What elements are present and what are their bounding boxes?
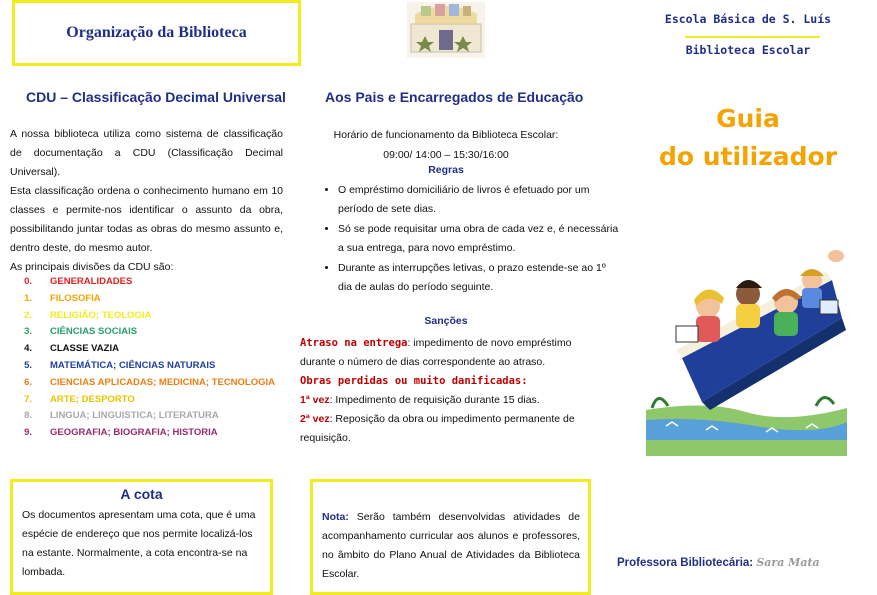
cdu-heading: CDU – Classificação Decimal Universal — [26, 89, 286, 105]
hours-value: 09:00/ 14:00 – 15:30/16:00 — [383, 149, 509, 161]
second-time-text: : Reposição da obra ou impedimento permanente de requisição. — [300, 413, 575, 444]
cota-text: Os documentos apresentam uma cota, que é uma espécie de endereço que nos permite localizá-los na estante. Normalmente, a cota encontra-se na lombada. — [22, 509, 256, 578]
school-emblem-image — [405, 0, 487, 60]
note-text — [322, 508, 580, 584]
rules-title: Regras — [428, 164, 464, 176]
cota-box — [10, 479, 273, 595]
cdu-division-item — [10, 274, 300, 291]
library-name: Biblioteca Escolar — [685, 43, 811, 57]
cota-title: A cota — [120, 486, 163, 502]
sanctions-text — [300, 334, 592, 448]
note-box — [310, 479, 591, 595]
cdu-para-1: A nossa biblioteca utiliza como sistema de classificação de documentação a CDU (Classificação Decimal Universal). — [10, 128, 283, 178]
cdu-division-number: 1. — [24, 292, 32, 304]
lost-title: Obras perdidas ou muito danificadas: — [300, 375, 528, 387]
cdu-division-item — [10, 291, 300, 308]
cdu-para-3: As principais divisões da CDU são: — [10, 261, 174, 273]
cdu-division-number: 7. — [24, 393, 32, 405]
cdu-divisions-list — [10, 274, 300, 442]
org-title-box — [12, 0, 301, 66]
cdu-division-number: 8. — [24, 410, 32, 422]
cdu-division-number: 4. — [24, 343, 32, 355]
header-divider — [685, 36, 820, 38]
atraso-label: Atraso na entrega — [300, 337, 408, 349]
rule-item: • O empréstimo domiciliário de livros é efetuado por um período de sete dias. — [338, 181, 622, 219]
cdu-division-label: MATEMÁTICA; CIÊNCIAS NATURAIS — [50, 359, 216, 371]
rule-item: • Só se pode requisitar uma obra de cada vez e, é necessária a sua entrega, para novo empréstimo. — [338, 220, 622, 258]
first-time-text: : Impedimento de requisição durante 15 dias. — [329, 394, 540, 406]
sanctions-title: Sanções — [424, 315, 468, 327]
atraso-line — [300, 334, 592, 372]
second-time-line — [300, 410, 592, 448]
cdu-division-number: 0. — [24, 276, 32, 287]
cdu-division-item — [10, 392, 300, 409]
first-time-line — [300, 391, 592, 410]
cdu-division-number: 3. — [24, 326, 32, 338]
cdu-division-item — [10, 324, 300, 341]
guide-title — [640, 100, 856, 176]
cdu-division-number: 9. — [24, 427, 32, 439]
cdu-division-label: ARTE; DESPORTO — [50, 393, 135, 405]
first-time-label: 1ª vez — [300, 394, 330, 406]
cdu-division-item — [10, 308, 300, 325]
cdu-text — [10, 125, 283, 277]
cdu-division-label: GEOGRAFIA; BIOGRAFIA; HISTORIA — [50, 427, 218, 439]
cdu-division-number: 5. — [24, 359, 32, 371]
hours-label: Horário de funcionamento da Biblioteca Escolar: — [333, 129, 559, 141]
school-name: Escola Básica de S. Luís — [664, 12, 832, 26]
cdu-division-label: CIÊNCIAS SOCIAIS — [50, 326, 138, 338]
atraso-text: : impedimento de novo empréstimo durante o número de dias correspondente ao atraso. — [300, 337, 572, 368]
cdu-division-number: 6. — [24, 376, 32, 388]
cdu-division-label: RELIGIÃO; TEOLOGIA — [50, 309, 152, 321]
cdu-division-item — [10, 358, 300, 375]
teacher-label: Professora Bibliotecária: — [617, 557, 754, 569]
children-reading-illustration — [646, 240, 847, 456]
parents-heading: Aos Pais e Encarregados de Educação — [325, 89, 584, 105]
cdu-division-number: 2. — [24, 309, 32, 321]
cdu-division-label: CLASSE VAZIA — [50, 343, 119, 355]
cdu-division-label: CIENCIAS APLICADAS; MEDICINA; TECNOLOGIA — [50, 376, 276, 388]
cdu-division-item — [10, 341, 300, 358]
cdu-division-label: LINGUA; LINGUISTICA; LITERATURA — [50, 410, 219, 422]
hours-block — [300, 125, 592, 165]
guide-title-line-1: Guia — [716, 104, 780, 133]
guide-title-line-2: do utilizador — [658, 142, 838, 171]
rules-list — [308, 181, 622, 298]
cdu-division-label: GENERALIDADES — [50, 276, 133, 287]
note-body: Serão também desenvolvidas atividades de acompanhamento curricular aos alunos e professores, no âmbito do Plano Anual de Atividades da Biblioteca Escolar. — [322, 511, 580, 580]
rule-item: • Durante as interrupções letivas, o prazo estende-se ao 1º dia de aulas do período seguinte. — [338, 259, 622, 297]
teacher-name: Sara Mata — [756, 556, 820, 569]
cdu-division-item — [10, 425, 300, 442]
cdu-para-2: Esta classificação ordena o conhecimento humano em 10 classes e permite-nos identificar o assunto da obra, possibilitando juntar todas as obras do mesmo assunto e, dentro deste, do mesmo autor. — [10, 185, 283, 254]
second-time-label: 2ª vez — [300, 413, 330, 425]
cdu-division-item — [10, 375, 300, 392]
note-label: Nota: — [322, 511, 349, 523]
teacher-line — [617, 556, 820, 569]
cdu-division-label: FILOSOFIA — [50, 292, 101, 304]
cdu-division-item — [10, 408, 300, 425]
org-title: Organização da Biblioteca — [66, 24, 247, 41]
